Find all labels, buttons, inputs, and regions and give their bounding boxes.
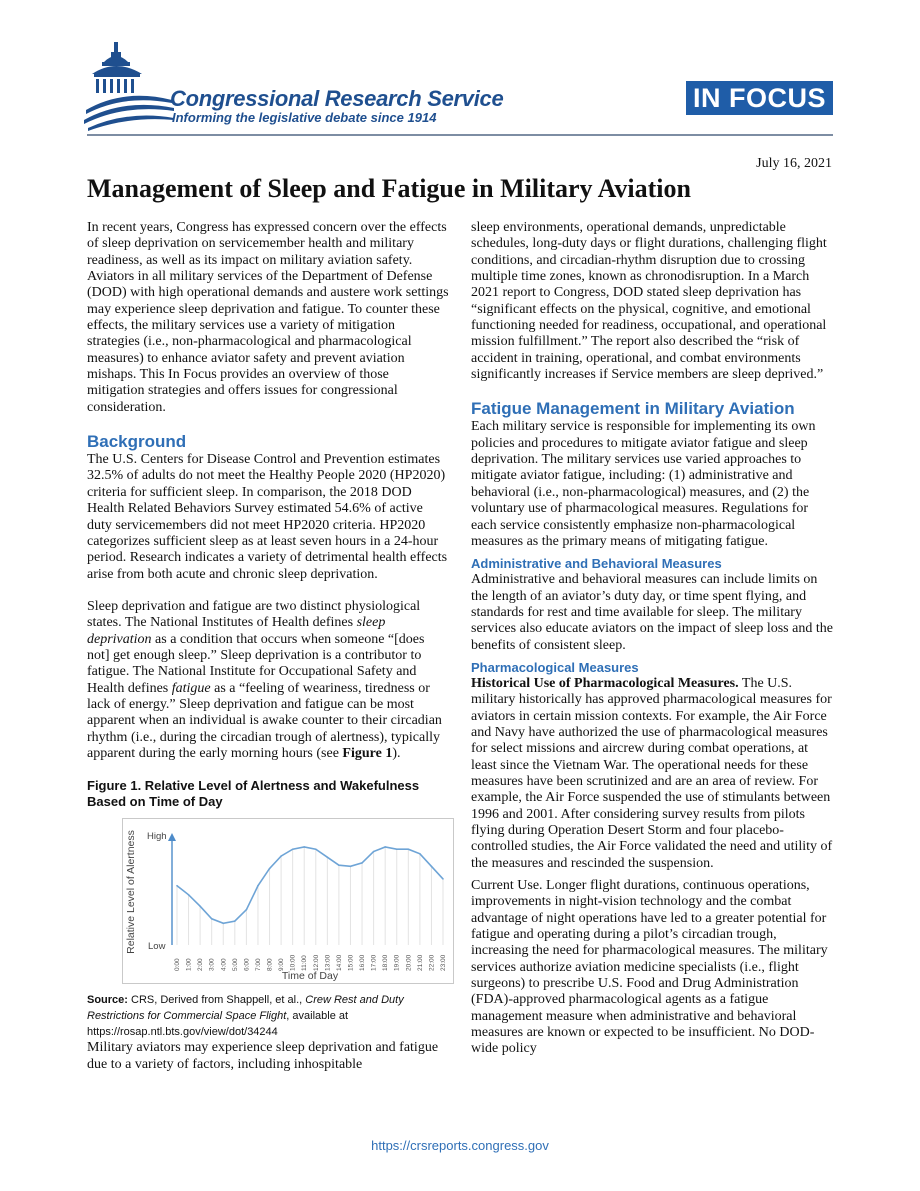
data-point xyxy=(199,906,201,908)
footer-link[interactable]: https://crsreports.congress.gov xyxy=(371,1138,549,1153)
x-tick-label: 22:00 xyxy=(428,955,436,972)
publication-date: July 16, 2021 xyxy=(756,156,832,171)
x-tick-label: 21:00 xyxy=(416,955,424,972)
heading-background: Background xyxy=(87,432,187,452)
y-tick-low: Low xyxy=(148,941,166,953)
alertness-chart xyxy=(122,818,454,984)
data-point xyxy=(234,921,236,923)
historical-use-paragraph: Historical Use of Pharmacological Measures. The U.S. military historically has approved pharmacological measures for aviators in certain mission contexts. For example, the Air Force and Navy have authorized the use of pharmacological measures for select missions and aircrew during combat operations, at least since the Vietnam War. The operational needs for these measures have been scrutinized and are an area of review. For example, the Air Force suspended the use of stimulants between 1996 and 2001. After considering survey results from pilots flying during Operation Desert Storm and four placebo-controlled studies, the Air Force validated the need and utility of the measures and rescinded the suspension. xyxy=(471,675,833,871)
x-tick-label: 11:00 xyxy=(301,955,309,972)
heading-fatigue-management: Fatigue Management in Military Aviation xyxy=(471,399,795,419)
figure-source: Source: CRS, Derived from Shappell, et al., Crew Rest and Duty Restrictions for Commercial Space Flight, available at https://rosap.ntl.bts.gov/view/dot/34244 xyxy=(87,994,404,1039)
x-tick-label: 10:00 xyxy=(289,955,297,972)
data-point xyxy=(338,865,340,867)
data-point xyxy=(280,856,282,858)
x-tick-label: 7:00 xyxy=(254,958,262,972)
figure-1-link[interactable]: Figure 1 xyxy=(342,745,393,761)
data-point xyxy=(211,918,213,920)
definitions-paragraph: Sleep deprivation and fatigue are two distinct physiological states. The National Institutes of Health defines sleep deprivation as a condition that occurs when someone “[does not] get enough sleep.” Sleep deprivation is a contributor to fatigue. The National Institute for Occupational Safety and Health defines fatigue as a “feeling of weariness, tiredness or lack of energy.” Sleep deprivation and fatigue can be most apparent when an individual is awake counter to their circadian rhythm (i.e., during the circadian trough of alertness), typically apparent during the early morning hours (see Figure 1). xyxy=(87,598,442,761)
data-point xyxy=(419,853,421,855)
x-tick-label: 14:00 xyxy=(335,955,343,972)
data-point xyxy=(176,885,178,887)
y-tick-high: High xyxy=(147,831,167,843)
x-tick-label: 17:00 xyxy=(370,955,378,972)
after-figure-paragraph: Military aviators may experience sleep deprivation and fatigue due to a variety of factors, including inhospitable xyxy=(87,1040,439,1072)
x-tick-label: 12:00 xyxy=(312,955,320,972)
heading-administrative-measures: Administrative and Behavioral Measures xyxy=(471,556,722,572)
header-divider xyxy=(87,134,833,136)
x-tick-label: 6:00 xyxy=(243,958,251,972)
left-column xyxy=(87,220,449,1073)
x-tick-label: 1:00 xyxy=(185,958,193,972)
figure-caption: Figure 1. Relative Level of Alertness and Wakefulness Based on Time of Day xyxy=(87,778,420,810)
fatigue-paragraph: Each military service is responsible for implementing its own policies and procedures to mitigate aviator fatigue and sleep deprivation. The military services use varied approaches to mitigate aviator fatigue, including: (1) administrative and behavioral (i.e., non-pharmacological) measures, and (2) the voluntary use of pharmacological measures. Regulations for each service consistently emphasize non-pharmacological measures as the primary means of mitigating fatigue. xyxy=(471,419,816,549)
y-axis-label: Relative Level of Alertness xyxy=(125,830,137,955)
x-tick-label: 16:00 xyxy=(359,955,367,972)
alertness-series-line xyxy=(177,847,443,923)
x-tick-label: 13:00 xyxy=(324,955,332,972)
data-point xyxy=(373,851,375,853)
data-point xyxy=(361,862,363,864)
x-tick-label: 23:00 xyxy=(440,955,447,972)
data-point xyxy=(269,868,271,870)
x-tick-label: 4:00 xyxy=(220,958,228,972)
heading-pharmacological-measures: Pharmacological Measures xyxy=(471,659,639,675)
data-point xyxy=(257,885,259,887)
data-point xyxy=(303,846,305,848)
x-tick-label: 18:00 xyxy=(382,955,390,972)
x-tick-label: 5:00 xyxy=(231,958,239,972)
x-tick-label: 8:00 xyxy=(266,958,274,972)
x-tick-label: 15:00 xyxy=(347,955,355,972)
data-point xyxy=(350,866,352,868)
org-tagline: Informing the legislative debate since 1914 xyxy=(172,110,437,125)
page-title: Management of Sleep and Fatigue in Military Aviation xyxy=(87,174,691,203)
data-point xyxy=(442,878,444,880)
factors-paragraph: sleep environments, operational demands, unpredictable schedules, long-duty days or flight durations, challenging flight conditions, and circadian-rhythm disruption due to crossing multiple time zones, known as chronodisruption. In a March 2021 report to Congress, DOD stated sleep deprivation has “significant effects on the physical, cognitive, and emotional functioning needed for readiness, occupational, and operational mission fulfillment.” The report also described the “risk of accident in training, operational, and combat environments significantly increases if Service members are sleep deprived.” xyxy=(471,220,827,383)
administrative-paragraph: Administrative and behavioral measures can include limits on the length of an aviator’s duty day, or time spent flying, and standards for rest and time available for sleep. The military services also educate aviators on the impact of sleep loss and the benefits of consistent sleep. xyxy=(471,572,833,653)
crs-logo xyxy=(84,40,174,132)
y-axis-arrow xyxy=(168,833,176,841)
alertness-chart-svg xyxy=(123,819,453,983)
background-paragraph: The U.S. Centers for Disease Control and Prevention estimates 32.5% of adults do not meet the Healthy People 2020 (HP2020) criteria for sufficient sleep. In comparison, the 2018 DOD Health Related Behaviors Survey estimated 54.6% of active duty servicemembers did not meet HP2020 criteria. HP2020 categorizes sufficient sleep as at least seven hours in a 24-hour period. Research indicates a variety of detrimental health effects arise from both acute and chronic sleep deprivation. xyxy=(87,452,448,582)
data-point xyxy=(222,923,224,925)
right-column xyxy=(471,220,833,1058)
data-point xyxy=(327,857,329,859)
data-point xyxy=(396,849,398,851)
x-tick-label: 20:00 xyxy=(405,955,413,972)
current-use-paragraph: Current Use. Longer flight durations, continuous operations, improvements in night-vision technology and the combat advantage of night operations have led to a greater potential for fatigue and operating during a pilot’s circadian trough, increasing the need for pharmacological measures. The military services authorize aviation medicine specialists (i.e., flight surgeons) to prescribe U.S. Food and Drug Administration (FDA)-approved pharmacological agents as a fatigue management measure when administrative and behavioral measures are known or expected to be insufficient. No DOD-wide policy xyxy=(471,878,828,1057)
data-point xyxy=(246,909,248,911)
x-tick-label: 19:00 xyxy=(393,955,401,972)
data-point xyxy=(188,894,190,896)
intro-paragraph: In recent years, Congress has expressed concern over the effects of sleep deprivation on servicemember health and military readiness, as well as its impact on military aviation safety. Aviators in all military services of the Department of Defense (DOD) with high operational demands and austere work settings may experience sleep deprivation and fatigue. To counter these effects, the military services use a variety of mitigation strategies (i.e., non-pharmacological and pharmacological measures) to enhance aviator safety and prevent aviation mishaps. This In Focus provides an overview of those mitigation strategies and offers issues for congressional consideration. xyxy=(87,220,449,415)
x-tick-label: 9:00 xyxy=(278,958,286,972)
data-point xyxy=(384,846,386,848)
in-focus-badge: IN FOCUS xyxy=(686,81,833,115)
x-tick-label: 3:00 xyxy=(208,958,216,972)
data-point xyxy=(431,866,433,868)
x-axis-label: Time of Day xyxy=(281,970,339,983)
x-tick-label: 0:00 xyxy=(174,958,181,972)
data-point xyxy=(408,849,410,851)
data-point xyxy=(292,849,294,851)
data-point xyxy=(315,849,317,851)
x-tick-label: 2:00 xyxy=(197,958,205,972)
org-name: Congressional Research Service xyxy=(170,86,504,111)
